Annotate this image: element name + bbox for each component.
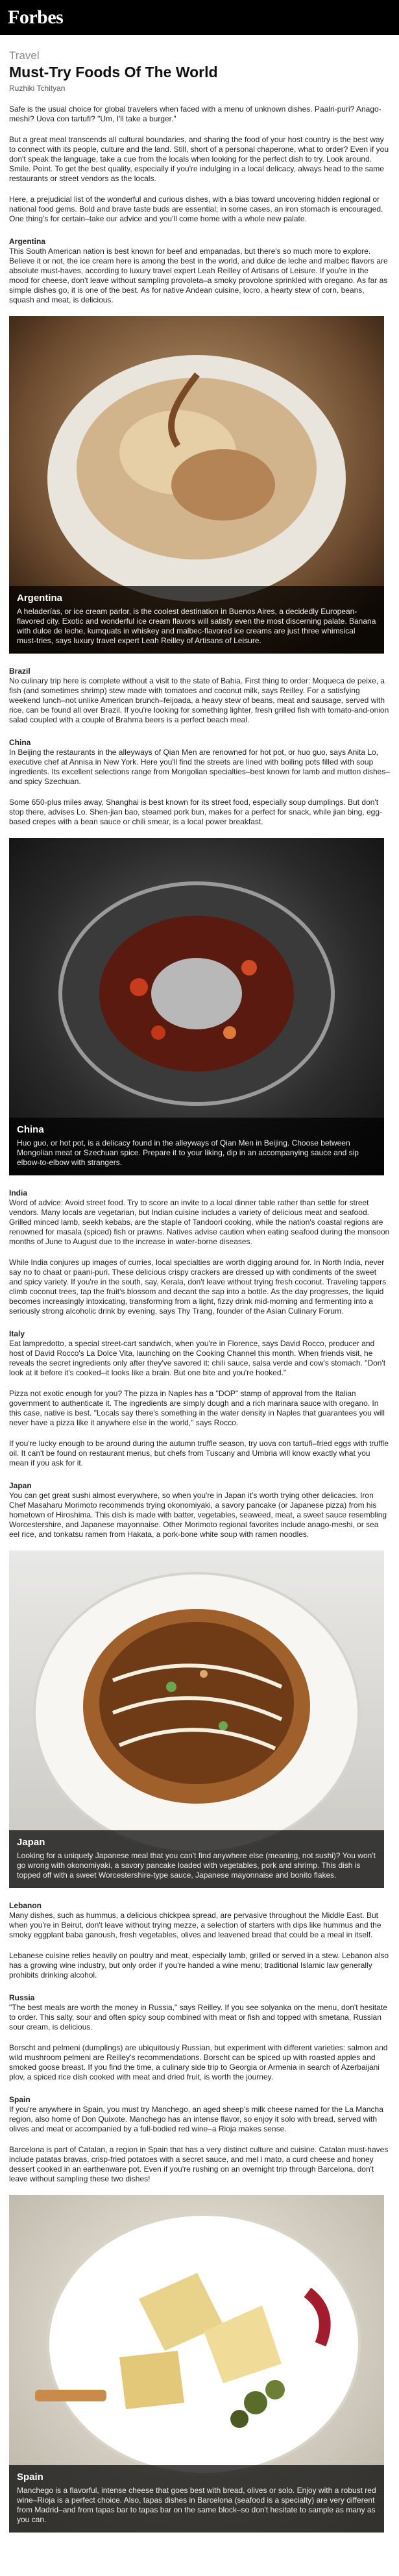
heading-india: India xyxy=(9,1188,28,1197)
paragraph-russia: "The best meals are worth the money in Russia," says Reilley. If you see solyanka on the menu, don't hesitate to order. This salty, sour and often spicy soup combined with meat or fish and topped with smetana, Russian sour cream, is delicious. xyxy=(9,2003,387,2031)
photo-title: Argentina xyxy=(17,593,63,604)
photo-title: Spain xyxy=(17,2472,43,2483)
paragraph-italy: Pizza not exotic enough for you? The pizza in Naples has a "DOP" stamp of approval from the Italian government to authenticate it. The ingredients are simply dough and a rich marinara sauce with oregano. In this case, native is best. "Locals say there's something in the water density in Naples that guarantees you will never have a pizza like it anywhere else in the world," says Rocco. xyxy=(9,1389,385,1427)
intro-paragraph: Safe is the usual choice for global travelers when faced with a menu of unknown dishes. Paalri-puri? Anago-meshi? Uova con tartufi? "Um, I'll take a burger." xyxy=(9,104,381,123)
paragraph-argentina: This South American nation is best known for beef and empanadas, but there's so much more to explore. Believe it or not, the ice cream here is among the best in the world, and dulce de leche and malbec flavors are absolute must-haves, according to luxury travel expert Leah Reilley of Artisans of Leisure. If you're in the mood for cheese, don't leave without sampling provoleta–a smoky provolone sprinkled with oregano. As far as simple dishes go, it is one of the best. As for native Andean cuisine, locro, a hearty stew of corn, beans, squash and meat, is delicious. xyxy=(9,247,388,304)
paragraph-lebanon: Many dishes, such as hummus, a delicious chickpea spread, are pervasive throughout the Middle East. But when you're in Beirut, don't leave without trying mezze, a selection of starters with dips like hummus and the smoky eggplant baba ganoush, fresh vegetables, olives and leavened bread that could be a meal in itself. xyxy=(9,1911,381,1939)
heading-italy: Italy xyxy=(9,1329,25,1338)
photo-japan xyxy=(9,1551,384,1888)
photo-caption-argentina xyxy=(9,586,384,654)
photo-caption-text: Manchego is a flavorful, intense cheese that goes best with bread, olives or solo. Enjoy with a robust red wine–Rioja is a perfect choice. Also, tapas dishes in Barcelona (seafood is a specialty) are very different from Madrid–and from tapas bar to tapas bar on the same block–so don't hesitate to sample as many as you can. xyxy=(17,2486,376,2524)
article xyxy=(0,35,399,2533)
heading-lebanon: Lebanon xyxy=(9,1901,42,1910)
heading-china: China xyxy=(9,738,31,747)
heading-spain: Spain xyxy=(9,2095,30,2104)
heading-argentina: Argentina xyxy=(9,237,46,246)
paragraph-china: In Beijing the restaurants in the alleyways of Qian Men are renowned for hot pot, or huo guo, says Anita Lo, executive chef at Annisa in New York. Here you'll find the streets are lined with boiling pots filled with soup ingredients. Its excellent selections range from Mongolian specialties–best known for lamb and mutton dishes–and spicy Szechuan. xyxy=(9,748,390,786)
photo-caption-spain xyxy=(9,2465,384,2533)
intro-paragraph: Here, a prejudicial list of the wonderful and curious dishes, with a bias toward uncovering hidden regional or national food gems. Bold and brave taste buds are essential; in some cases, an iron stomach is encouraged. One thing's for certain–take our advice and you'll come home with a whole new palate. xyxy=(9,195,383,223)
paragraph-japan: You can get great sushi almost everywhere, so when you're in Japan it's worth trying other delicacies. Iron Chef Masaharu Morimoto recommends trying okonomiyaki, a savory pancake (or Japanese pizza) from his hometown of Hiroshima. This dish is made with batter, vegetables, seaweed, meat, a sweet sauce resembling Worcestershire, and Japanese mayonnaise. Other Morimoto regional favorites include anago-meshi, or sea eel rice, and tonkatsu ramen from Hakata, a pork-bone white soup with ramen noodles. xyxy=(9,1491,387,1539)
paragraph-spain: If you're anywhere in Spain, you must try Manchego, an aged sheep's milk cheese named for the La Mancha region, also home of Don Quixote. Manchego has an intense flavor, so enjoy it solo with bread, served with olives and meat or accompanied by a full-bodied red wine–a Rioja makes sense. xyxy=(9,2105,383,2133)
paragraph-india: While India conjures up images of curries, local specialties are worth digging around for. In North India, never say no to chaat or paani-puri. These delicious crispy crackers are dressed up with condiments of the sweet and spicy variety. If you're in the south, say, Kerala, don't leave without trying fresh coconut. Traveling tappers climb coconut trees, tap the fruit's blossom and decant the sap into a bottle. As the day progresses, the liquid becomes increasingly intoxicating, transforming from a light, fizzy drink mid-morning and fermenting into a seriously strong alcoholic drink by evening, says Thy Trang, founder of the Asian Culinary Forum. xyxy=(9,1258,387,1316)
photo-caption-china xyxy=(9,1118,384,1175)
photo-caption-text: Huo guo, or hot pot, is a delicacy found in the alleyways of Qian Men in Beijing. Choose between Mongolian meat or Szechuan spice. Prepare it to your liking, dip in an accompanying sauce and sip elbow-to-elbow with strangers. xyxy=(17,1138,359,1167)
paragraph-russia: Borscht and pelmeni (dumplings) are ubiquitously Russian, but experiment with different varieties: salmon and wild mushroom pelmeni are Reilley's recommendations. Borscht can be spiced up with roasted apples and smoked goose breast. If you find the time, a culinary side trip to Georgia or Armenia in search of Azerbaijani plov, a spiced rice dish cooked with meat and dried fruit, is worth the journey. xyxy=(9,2043,388,2081)
photo-title: Japan xyxy=(17,1837,45,1848)
photo-spain xyxy=(9,2195,384,2533)
heading-brazil: Brazil xyxy=(9,667,30,676)
paragraph-lebanon: Lebanese cuisine relies heavily on poultry and meat, especially lamb, grilled or served in a stew. Lebanon also has a growing wine industry, but only order if you're handed a wine menu; traditional Islamic law generally prohibits drinking alcohol. xyxy=(9,1951,389,1980)
heading-russia: Russia xyxy=(9,1993,35,2002)
paragraph-italy: Eat lampredotto, a special street-cart sandwich, when you're in Florence, says David Rocco, producer and host of David Rocco's La Dolce Vita, launching on the Cooking Channel this month. When friends visit, he reveals the secret ingredients only after they've savored it: chili sauce, salsa verde and cow's stomach. "Don't look at it before it's cooked–it looks like a brain. But one bite and you're hooked." xyxy=(9,1339,386,1377)
paragraph-italy: If you're lucky enough to be around during the autumn truffle season, try uova con tartufi–fried eggs with truffle oil. It can't be found on restaurant menus, but chefs from Tuscany and Umbria will know exactly what you mean if you ask for it. xyxy=(9,1439,389,1467)
intro-paragraph: But a great meal transcends all cultural boundaries, and sharing the food of your host country is the best way to connect with its people, culture and the land. Still, short of a personal chaperone, what to order? Even if you don't speak the language, take a cue from the locals when looking for the perfect dish to try. Look around. Smile. Point. To get the best quality, especially if you're indulging in a local delicacy, always head to the same restaurants or street vendors as the locals. xyxy=(9,135,389,183)
site-header xyxy=(0,0,399,35)
photo-caption-text: A heladerías, or ice cream parlor, is the coolest destination in Buenos Aires, a decidedly European-flavored city. Exotic and wonderful ice cream flavors will satisfy even the most discerning palate. Banana with dulce de leche, kumquats in whiskey and malbec-flavored ice creams are just three whimsical must-tries, says luxury travel expert Leah Reilley of Artisans of Leisure. xyxy=(17,607,376,645)
paragraph-india: Word of advice: Avoid street food. Try to score an invite to a local dinner table rather than settle for street vendors. Many locals are vegetarian, but Indian cuisine includes a variety of delicious meat and seafood. Grilled minced lamb, seekh kebabs, are the staple of Tandoori cooking, while the nation's coastal regions are renowned for masala (spiced) fish or prawns. Natives advise caution when eating seafood during the monsoon months of June to August due to the increase in water-borne diseases. xyxy=(9,1198,390,1246)
paragraph-spain: Barcelona is part of Catalan, a region in Spain that has a very distinct culture and cuisine. Catalan must-haves include patatas bravas, crisp-fried potatoes with a secret sauce, and mel i mato, a curd cheese and honey dessert cooked in an earthenware pot. Even if you're rushing on an overnight trip through Barcelona, don't leave without sampling these two dishes! xyxy=(9,2145,389,2183)
paragraph-brazil: No culinary trip here is complete without a visit to the state of Bahia. First thing to order: Moqueca de peixe, a fish (and sometimes shrimp) stew made with tomatoes and coconut milk, says Reilley. For a satisfying weekend lunch–not unlike American brunch–feijoada, a heavy stew of beans, meat and sausage, served with rice, can be found all over Brazil. If you're looking for something lighter, fresh grilled fish with tomato-and-onion salad coupled with a couple of Brahma beers is a perfect beach meal. xyxy=(9,676,389,724)
byline[interactable]: Ruzhiki Tchityan xyxy=(9,84,66,93)
section-label[interactable]: Travel xyxy=(9,49,40,62)
paragraph-china: Some 650-plus miles away, Shanghai is best known for its street food, especially soup dumplings. But don't stop there, advises Lo. Shen-jian bao, steamed pork bun, makes for a perfect for snack, while jian bing, egg-based crepes with a bean sauce or chili smear, is a local power breakfast. xyxy=(9,798,382,826)
photo-title: China xyxy=(17,1124,44,1135)
photo-caption-text: Looking for a uniquely Japanese meal that you can't find anywhere else (meaning, not sushi)? You won't go wrong with okonomiyaki, a savory pancake loaded with vegetables, pork and shrimp. This dish is topped off with a sweet Worcestershire-type sauce, Japanese mayonnaise and bonito flakes. xyxy=(17,1851,376,1880)
photo-argentina xyxy=(9,316,384,654)
article-title: Must-Try Foods Of The World xyxy=(9,64,218,80)
heading-japan: Japan xyxy=(9,1481,32,1490)
photo-china xyxy=(9,838,384,1175)
forbes-logo[interactable]: Forbes xyxy=(8,6,64,28)
photo-caption-japan xyxy=(9,1830,384,1888)
